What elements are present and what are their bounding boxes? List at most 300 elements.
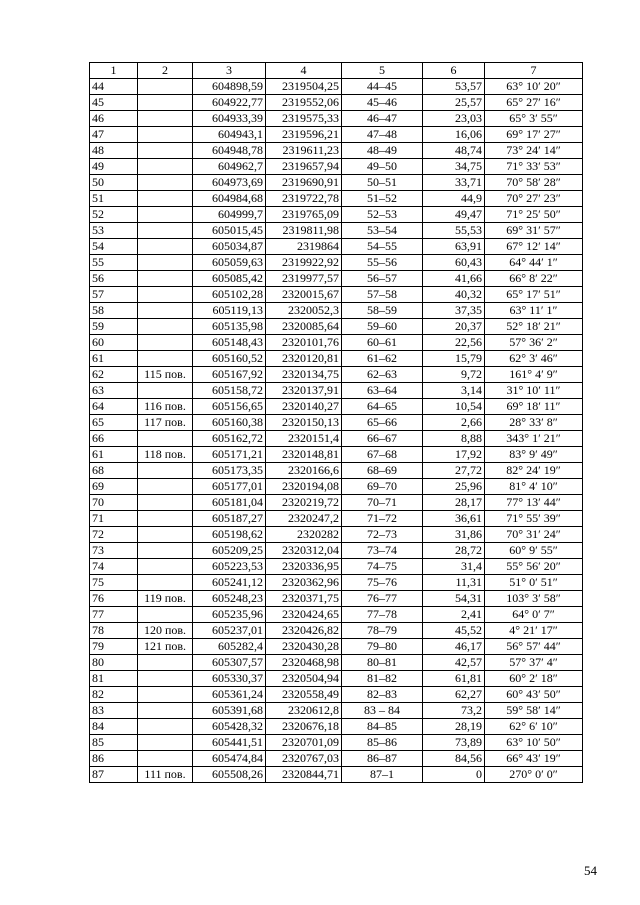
- table-cell-col-7: 52° 18′ 21″: [485, 319, 583, 335]
- table-row: [90, 175, 583, 191]
- table-cell-col-2: [138, 671, 193, 687]
- table-cell-col-3: 604984,68: [193, 191, 266, 207]
- table-cell-col-6: 84,56: [423, 751, 485, 767]
- table-cell-col-3: 605160,52: [193, 351, 266, 367]
- table-cell-col-6: 31,86: [423, 527, 485, 543]
- table-cell-col-1: 80: [90, 655, 138, 671]
- table-cell-col-5: 47–48: [342, 127, 423, 143]
- table-row: [90, 335, 583, 351]
- table-cell-col-1: 83: [90, 703, 138, 719]
- table-cell-col-5: 61–62: [342, 351, 423, 367]
- table-cell-col-4: 2320612,8: [266, 703, 342, 719]
- table-cell-col-6: 17,92: [423, 447, 485, 463]
- table-cell-col-3: 604999,7: [193, 207, 266, 223]
- table-row: [90, 255, 583, 271]
- table-cell-col-4: 2320120,81: [266, 351, 342, 367]
- table-cell-col-7: 28° 33′ 8″: [485, 415, 583, 431]
- table-cell-col-3: 605085,42: [193, 271, 266, 287]
- table-cell-col-7: 65° 17′ 51″: [485, 287, 583, 303]
- table-row: [90, 543, 583, 559]
- table-cell-col-7: 71° 25′ 50″: [485, 207, 583, 223]
- table-cell-col-5: 66–67: [342, 431, 423, 447]
- table-cell-col-5: 44–45: [342, 79, 423, 95]
- table-cell-col-6: 10,54: [423, 399, 485, 415]
- table-cell-col-7: 57° 36′ 2″: [485, 335, 583, 351]
- table-cell-col-6: 34,75: [423, 159, 485, 175]
- table-cell-col-1: 53: [90, 223, 138, 239]
- table-cell-col-2: [138, 175, 193, 191]
- table-cell-col-7: 82° 24′ 19″: [485, 463, 583, 479]
- header-col-6: 6: [423, 63, 485, 79]
- table-cell-col-7: 161° 4′ 9″: [485, 367, 583, 383]
- table-row: [90, 751, 583, 767]
- table-cell-col-7: 51° 0′ 51″: [485, 575, 583, 591]
- table-cell-col-1: 56: [90, 271, 138, 287]
- table-cell-col-5: 64–65: [342, 399, 423, 415]
- table-cell-col-2: 116 пов.: [138, 399, 193, 415]
- table-cell-col-3: 605237,01: [193, 623, 266, 639]
- table-row: [90, 351, 583, 367]
- table-cell-col-6: 20,37: [423, 319, 485, 335]
- table-cell-col-1: 75: [90, 575, 138, 591]
- table-row: [90, 79, 583, 95]
- table-cell-col-4: 2320085,64: [266, 319, 342, 335]
- table-cell-col-1: 70: [90, 495, 138, 511]
- table-row: [90, 575, 583, 591]
- table-cell-col-4: 2320767,03: [266, 751, 342, 767]
- table-cell-col-3: 605148,43: [193, 335, 266, 351]
- table-cell-col-5: 87–1: [342, 767, 423, 783]
- table-cell-col-2: 118 пов.: [138, 447, 193, 463]
- header-col-7: 7: [485, 63, 583, 79]
- table-cell-col-6: 62,27: [423, 687, 485, 703]
- table-cell-col-7: 63° 11′ 1″: [485, 303, 583, 319]
- table-cell-col-6: 15,79: [423, 351, 485, 367]
- table-cell-col-2: [138, 687, 193, 703]
- table-cell-col-6: 41,66: [423, 271, 485, 287]
- table-cell-col-7: 64° 44′ 1″: [485, 255, 583, 271]
- table-cell-col-3: 605119,13: [193, 303, 266, 319]
- table-cell-col-5: 57–58: [342, 287, 423, 303]
- table-cell-col-6: 63,91: [423, 239, 485, 255]
- table-cell-col-7: 270° 0′ 0″: [485, 767, 583, 783]
- table-cell-col-3: 605181,04: [193, 495, 266, 511]
- table-cell-col-6: 27,72: [423, 463, 485, 479]
- table-cell-col-6: 55,53: [423, 223, 485, 239]
- table-cell-col-5: 82–83: [342, 687, 423, 703]
- table-cell-col-2: [138, 495, 193, 511]
- table-cell-col-4: 2319596,21: [266, 127, 342, 143]
- table-cell-col-5: 75–76: [342, 575, 423, 591]
- table-header-row: [90, 63, 583, 79]
- table-cell-col-4: 2319690,91: [266, 175, 342, 191]
- table-cell-col-4: 2319552,06: [266, 95, 342, 111]
- table-cell-col-1: 50: [90, 175, 138, 191]
- table-cell-col-6: 33,71: [423, 175, 485, 191]
- table-cell-col-3: 605235,96: [193, 607, 266, 623]
- table-row: [90, 671, 583, 687]
- table-cell-col-6: 73,89: [423, 735, 485, 751]
- table-cell-col-5: 79–80: [342, 639, 423, 655]
- table-cell-col-1: 45: [90, 95, 138, 111]
- table-cell-col-1: 60: [90, 335, 138, 351]
- table-cell-col-4: 2319922,92: [266, 255, 342, 271]
- table-cell-col-5: 50–51: [342, 175, 423, 191]
- table-cell-col-2: [138, 607, 193, 623]
- table-cell-col-1: 72: [90, 527, 138, 543]
- table-cell-col-3: 605441,51: [193, 735, 266, 751]
- table-row: [90, 511, 583, 527]
- table-cell-col-1: 61: [90, 447, 138, 463]
- table-row: [90, 399, 583, 415]
- table-cell-col-7: 71° 55′ 39″: [485, 511, 583, 527]
- table-cell-col-7: 81° 4′ 10″: [485, 479, 583, 495]
- table-cell-col-5: 86–87: [342, 751, 423, 767]
- table-cell-col-4: 2319864: [266, 239, 342, 255]
- table-cell-col-6: 9,72: [423, 367, 485, 383]
- table-row: [90, 319, 583, 335]
- table-cell-col-4: 2319611,23: [266, 143, 342, 159]
- table-cell-col-1: 63: [90, 383, 138, 399]
- table-cell-col-4: 2320424,65: [266, 607, 342, 623]
- table-cell-col-1: 79: [90, 639, 138, 655]
- table-cell-col-1: 57: [90, 287, 138, 303]
- table-cell-col-6: 11,31: [423, 575, 485, 591]
- table-row: [90, 591, 583, 607]
- table-row: [90, 719, 583, 735]
- table-cell-col-1: 65: [90, 415, 138, 431]
- table-row: [90, 687, 583, 703]
- table-cell-col-5: 53–54: [342, 223, 423, 239]
- table-cell-col-1: 82: [90, 687, 138, 703]
- table-cell-col-5: 81–82: [342, 671, 423, 687]
- table-cell-col-3: 605282,4: [193, 639, 266, 655]
- table-cell-col-3: 605160,38: [193, 415, 266, 431]
- table-cell-col-4: 2320194,08: [266, 479, 342, 495]
- table-cell-col-6: 28,17: [423, 495, 485, 511]
- table-cell-col-2: [138, 255, 193, 271]
- table-cell-col-7: 60° 9′ 55″: [485, 543, 583, 559]
- table-cell-col-7: 69° 17′ 27″: [485, 127, 583, 143]
- table-cell-col-3: 605177,01: [193, 479, 266, 495]
- table-cell-col-6: 45,52: [423, 623, 485, 639]
- table-cell-col-3: 605474,84: [193, 751, 266, 767]
- table-cell-col-5: 58–59: [342, 303, 423, 319]
- table-row: [90, 367, 583, 383]
- table-cell-col-6: 25,96: [423, 479, 485, 495]
- table-cell-col-7: 66° 43′ 19″: [485, 751, 583, 767]
- table-cell-col-4: 2319811,98: [266, 223, 342, 239]
- table-cell-col-5: 78–79: [342, 623, 423, 639]
- header-col-2: 2: [138, 63, 193, 79]
- table-row: [90, 143, 583, 159]
- table-row: [90, 431, 583, 447]
- table-row: [90, 495, 583, 511]
- table-row: [90, 239, 583, 255]
- table-cell-col-6: 44,9: [423, 191, 485, 207]
- table-cell-col-4: 2319504,25: [266, 79, 342, 95]
- table-cell-col-7: 73° 24′ 14″: [485, 143, 583, 159]
- table-cell-col-6: 2,41: [423, 607, 485, 623]
- table-cell-col-6: 8,88: [423, 431, 485, 447]
- table-cell-col-1: 58: [90, 303, 138, 319]
- table-cell-col-7: 63° 10′ 20″: [485, 79, 583, 95]
- table-cell-col-1: 66: [90, 431, 138, 447]
- table-cell-col-5: 69–70: [342, 479, 423, 495]
- table-row: [90, 447, 583, 463]
- table-cell-col-1: 49: [90, 159, 138, 175]
- table-row: [90, 223, 583, 239]
- table-cell-col-7: 70° 31′ 24″: [485, 527, 583, 543]
- table-cell-col-1: 46: [90, 111, 138, 127]
- table-cell-col-1: 74: [90, 559, 138, 575]
- table-cell-col-7: 77° 13′ 44″: [485, 495, 583, 511]
- table-cell-col-3: 605135,98: [193, 319, 266, 335]
- table-cell-col-3: 605223,53: [193, 559, 266, 575]
- table-cell-col-5: 67–68: [342, 447, 423, 463]
- table-row: [90, 191, 583, 207]
- table-row: [90, 623, 583, 639]
- table-cell-col-3: 605173,35: [193, 463, 266, 479]
- table-body: [90, 79, 583, 783]
- header-col-4: 4: [266, 63, 342, 79]
- table-row: [90, 527, 583, 543]
- table-cell-col-5: 45–46: [342, 95, 423, 111]
- table-cell-col-3: 605162,72: [193, 431, 266, 447]
- table-cell-col-7: 60° 43′ 50″: [485, 687, 583, 703]
- table-cell-col-4: 2320312,04: [266, 543, 342, 559]
- table-cell-col-2: [138, 239, 193, 255]
- table-row: [90, 159, 583, 175]
- table-cell-col-3: 605361,24: [193, 687, 266, 703]
- table-row: [90, 303, 583, 319]
- table-row: [90, 271, 583, 287]
- table-cell-col-2: [138, 191, 193, 207]
- table-cell-col-6: 31,4: [423, 559, 485, 575]
- table-cell-col-3: 605307,57: [193, 655, 266, 671]
- table-cell-col-7: 63° 10′ 50″: [485, 735, 583, 751]
- table-cell-col-2: [138, 79, 193, 95]
- table-cell-col-5: 83 – 84: [342, 703, 423, 719]
- table-cell-col-1: 69: [90, 479, 138, 495]
- table-cell-col-1: 47: [90, 127, 138, 143]
- table-cell-col-7: 55° 56′ 20″: [485, 559, 583, 575]
- table-row: [90, 415, 583, 431]
- table-cell-col-2: [138, 383, 193, 399]
- table-cell-col-5: 65–66: [342, 415, 423, 431]
- table-cell-col-4: 2320701,09: [266, 735, 342, 751]
- table-cell-col-4: 2320504,94: [266, 671, 342, 687]
- table-cell-col-3: 605187,27: [193, 511, 266, 527]
- table-cell-col-2: 121 пов.: [138, 639, 193, 655]
- table-cell-col-1: 44: [90, 79, 138, 95]
- table-row: [90, 127, 583, 143]
- table-row: [90, 207, 583, 223]
- table-cell-col-4: 2320101,76: [266, 335, 342, 351]
- table-cell-col-2: [138, 159, 193, 175]
- table-cell-col-5: 74–75: [342, 559, 423, 575]
- table-cell-col-4: 2320137,91: [266, 383, 342, 399]
- table-cell-col-1: 85: [90, 735, 138, 751]
- table-cell-col-6: 48,74: [423, 143, 485, 159]
- table-cell-col-4: 2320015,67: [266, 287, 342, 303]
- table-cell-col-6: 28,19: [423, 719, 485, 735]
- table-cell-col-2: 111 пов.: [138, 767, 193, 783]
- table-cell-col-5: 77–78: [342, 607, 423, 623]
- table-cell-col-6: 16,06: [423, 127, 485, 143]
- table-cell-col-7: 64° 0′ 7″: [485, 607, 583, 623]
- table-cell-col-2: [138, 335, 193, 351]
- table-cell-col-2: [138, 543, 193, 559]
- table-cell-col-7: 62° 3′ 46″: [485, 351, 583, 367]
- table-cell-col-3: 605248,23: [193, 591, 266, 607]
- table-row: [90, 735, 583, 751]
- table-cell-col-3: 605241,12: [193, 575, 266, 591]
- table-cell-col-1: 48: [90, 143, 138, 159]
- table-cell-col-3: 605158,72: [193, 383, 266, 399]
- table-cell-col-2: 119 пов.: [138, 591, 193, 607]
- table-cell-col-5: 84–85: [342, 719, 423, 735]
- table-row: [90, 607, 583, 623]
- table-cell-col-4: 2320558,49: [266, 687, 342, 703]
- table-cell-col-1: 54: [90, 239, 138, 255]
- table-cell-col-6: 54,31: [423, 591, 485, 607]
- table-cell-col-4: 2320151,4: [266, 431, 342, 447]
- table-cell-col-4: 2320362,96: [266, 575, 342, 591]
- table-cell-col-6: 61,81: [423, 671, 485, 687]
- table-cell-col-5: 52–53: [342, 207, 423, 223]
- table-cell-col-7: 65° 3′ 55″: [485, 111, 583, 127]
- table-cell-col-3: 604943,1: [193, 127, 266, 143]
- table-row: [90, 655, 583, 671]
- table-cell-col-7: 69° 18′ 11″: [485, 399, 583, 415]
- table-cell-col-4: 2319765,09: [266, 207, 342, 223]
- table-cell-col-5: 59–60: [342, 319, 423, 335]
- table-row: [90, 111, 583, 127]
- table-cell-col-1: 62: [90, 367, 138, 383]
- table-cell-col-7: 103° 3′ 58″: [485, 591, 583, 607]
- table-cell-col-7: 59° 58′ 14″: [485, 703, 583, 719]
- table-cell-col-6: 40,32: [423, 287, 485, 303]
- table-cell-col-6: 42,57: [423, 655, 485, 671]
- table-cell-col-1: 52: [90, 207, 138, 223]
- table-cell-col-5: 63–64: [342, 383, 423, 399]
- table-cell-col-5: 71–72: [342, 511, 423, 527]
- table-cell-col-1: 68: [90, 463, 138, 479]
- table-cell-col-6: 60,43: [423, 255, 485, 271]
- table-cell-col-4: 2320676,18: [266, 719, 342, 735]
- table-cell-col-5: 51–52: [342, 191, 423, 207]
- table-cell-col-3: 605102,28: [193, 287, 266, 303]
- table-cell-col-4: 2319657,94: [266, 159, 342, 175]
- table-cell-col-3: 605156,65: [193, 399, 266, 415]
- table-cell-col-1: 84: [90, 719, 138, 735]
- table-cell-col-4: 2320336,95: [266, 559, 342, 575]
- table-cell-col-2: [138, 431, 193, 447]
- table-cell-col-5: 76–77: [342, 591, 423, 607]
- table-cell-col-1: 71: [90, 511, 138, 527]
- table-cell-col-3: 604973,69: [193, 175, 266, 191]
- table-cell-col-5: 73–74: [342, 543, 423, 559]
- table-cell-col-3: 605209,25: [193, 543, 266, 559]
- table-cell-col-5: 62–63: [342, 367, 423, 383]
- table-cell-col-5: 60–61: [342, 335, 423, 351]
- table-cell-col-1: 87: [90, 767, 138, 783]
- table-cell-col-6: 25,57: [423, 95, 485, 111]
- table-cell-col-7: 60° 2′ 18″: [485, 671, 583, 687]
- table-cell-col-6: 3,14: [423, 383, 485, 399]
- table-cell-col-6: 22,56: [423, 335, 485, 351]
- table-cell-col-1: 76: [90, 591, 138, 607]
- table-cell-col-1: 81: [90, 671, 138, 687]
- table-cell-col-5: 68–69: [342, 463, 423, 479]
- table-row: [90, 95, 583, 111]
- table-cell-col-2: [138, 511, 193, 527]
- table-cell-col-3: 604933,39: [193, 111, 266, 127]
- table-cell-col-3: 605391,68: [193, 703, 266, 719]
- table-cell-col-3: 605508,26: [193, 767, 266, 783]
- table-row: [90, 703, 583, 719]
- table-cell-col-2: [138, 351, 193, 367]
- table-row: [90, 479, 583, 495]
- table-cell-col-4: 2319575,33: [266, 111, 342, 127]
- header-col-5: 5: [342, 63, 423, 79]
- table-cell-col-1: 86: [90, 751, 138, 767]
- table-cell-col-2: [138, 735, 193, 751]
- table-cell-col-2: [138, 287, 193, 303]
- table-cell-col-7: 70° 27′ 23″: [485, 191, 583, 207]
- table-cell-col-5: 56–57: [342, 271, 423, 287]
- table-cell-col-6: 73,2: [423, 703, 485, 719]
- table-cell-col-4: 2320140,27: [266, 399, 342, 415]
- table-cell-col-5: 46–47: [342, 111, 423, 127]
- table-cell-col-5: 54–55: [342, 239, 423, 255]
- table-cell-col-5: 48–49: [342, 143, 423, 159]
- table-row: [90, 767, 583, 783]
- table-cell-col-2: [138, 127, 193, 143]
- table-cell-col-2: [138, 303, 193, 319]
- table-cell-col-3: 604922,77: [193, 95, 266, 111]
- table-cell-col-3: 605330,37: [193, 671, 266, 687]
- table-cell-col-7: 31° 10′ 11″: [485, 383, 583, 399]
- table-cell-col-4: 2320282: [266, 527, 342, 543]
- header-col-3: 3: [193, 63, 266, 79]
- table-cell-col-4: 2320371,75: [266, 591, 342, 607]
- table-cell-col-5: 72–73: [342, 527, 423, 543]
- table-cell-col-7: 56° 57′ 44″: [485, 639, 583, 655]
- table-row: [90, 559, 583, 575]
- table-cell-col-6: 53,57: [423, 79, 485, 95]
- table-cell-col-5: 85–86: [342, 735, 423, 751]
- table-cell-col-3: 604898,59: [193, 79, 266, 95]
- table-cell-col-5: 70–71: [342, 495, 423, 511]
- table-cell-col-2: [138, 271, 193, 287]
- table-cell-col-4: 2320247,2: [266, 511, 342, 527]
- table-cell-col-2: [138, 527, 193, 543]
- table-cell-col-1: 61: [90, 351, 138, 367]
- table-cell-col-7: 343° 1′ 21″: [485, 431, 583, 447]
- table-cell-col-1: 51: [90, 191, 138, 207]
- table-cell-col-3: 604948,78: [193, 143, 266, 159]
- table-cell-col-2: [138, 751, 193, 767]
- table-cell-col-6: 23,03: [423, 111, 485, 127]
- table-row: [90, 383, 583, 399]
- table-cell-col-6: 2,66: [423, 415, 485, 431]
- table-cell-col-2: [138, 703, 193, 719]
- table-cell-col-7: 65° 27′ 16″: [485, 95, 583, 111]
- table-cell-col-2: [138, 143, 193, 159]
- table-row: [90, 287, 583, 303]
